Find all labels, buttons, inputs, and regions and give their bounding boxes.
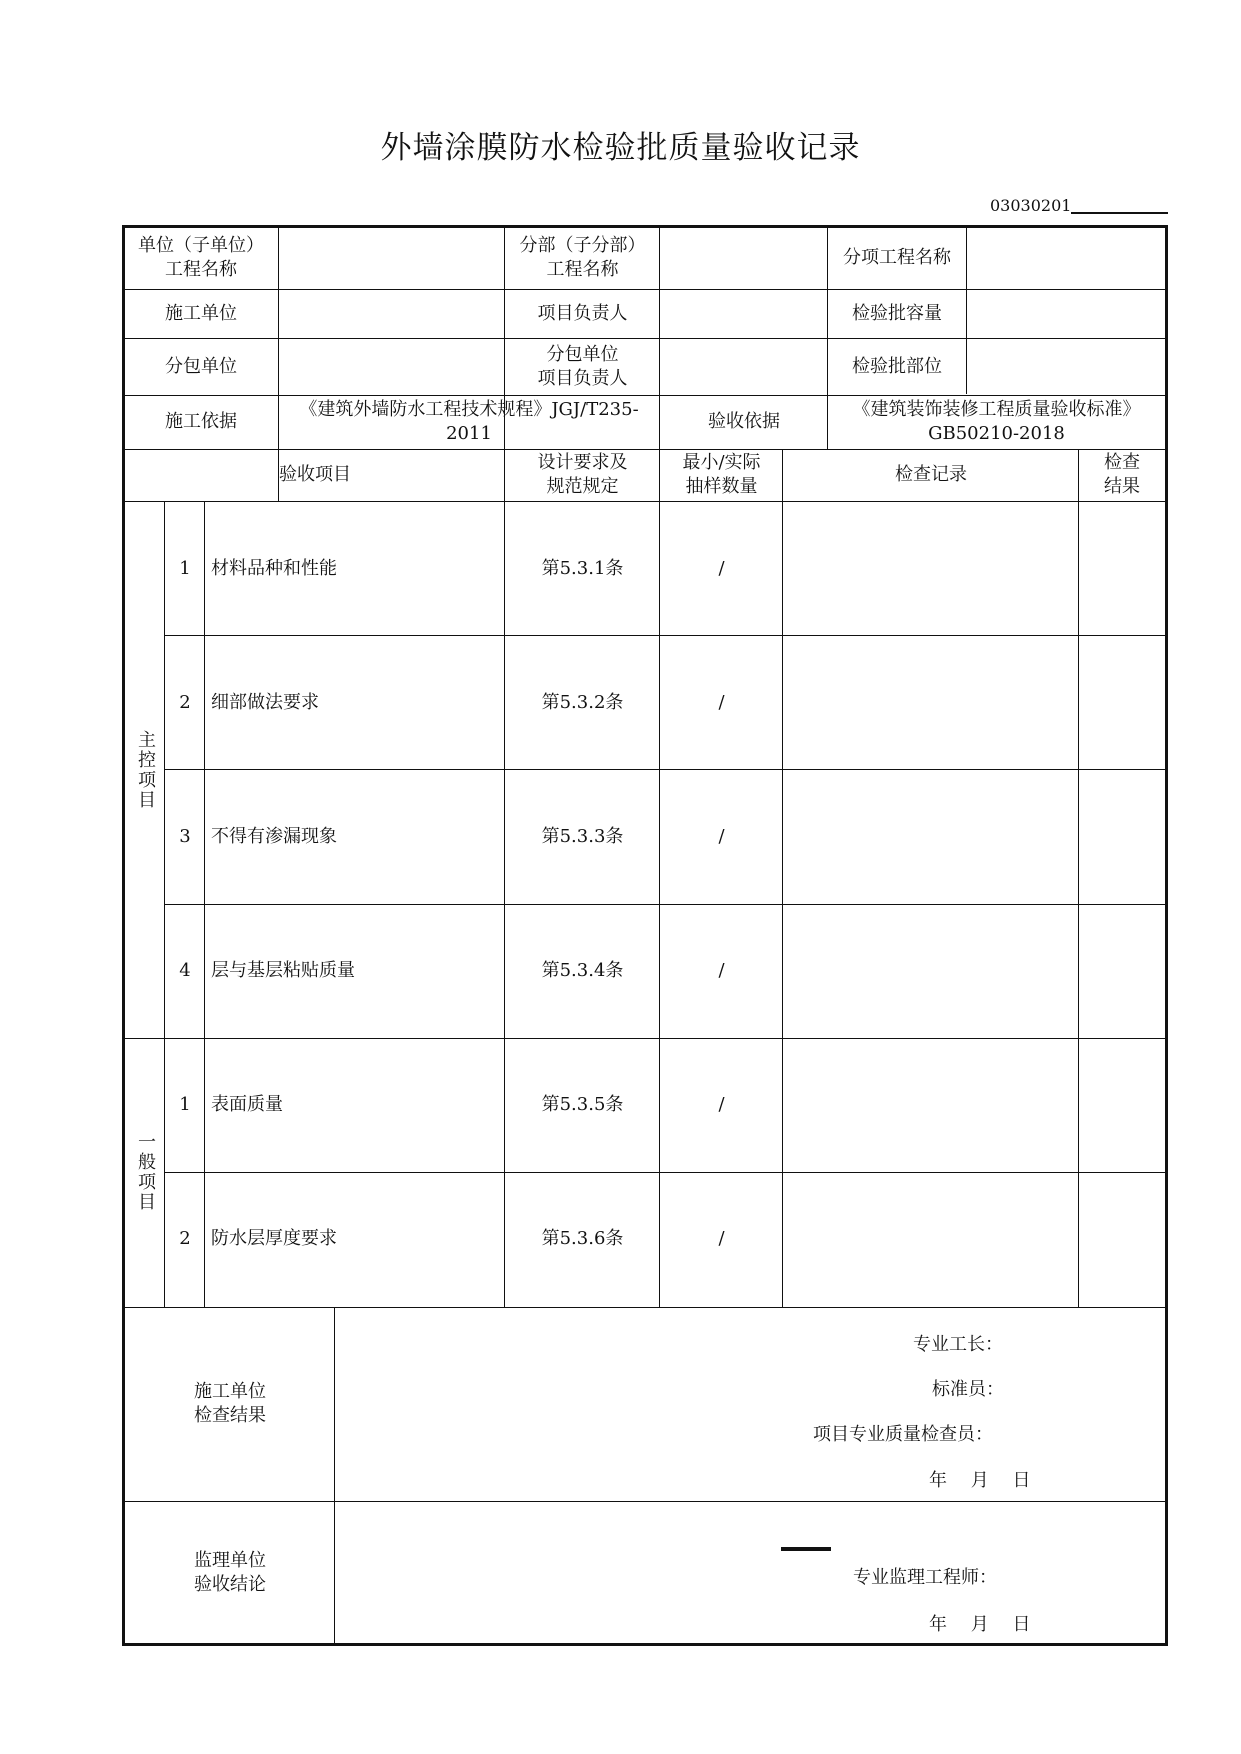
item-record[interactable] [783, 636, 1079, 770]
item-clause: 第5.3.3条 [541, 826, 624, 847]
signature-mark [781, 1547, 831, 1551]
batch-capacity-value[interactable] [966, 290, 1165, 337]
page-title: 外墙涂膜防水检验批质量验收记录 [380, 130, 861, 166]
sub-project-value[interactable] [660, 228, 828, 288]
item-sample: / [718, 826, 725, 847]
v-line [1078, 450, 1079, 1308]
h-line [124, 289, 1166, 290]
v-line [782, 450, 783, 1308]
item-number: 1 [179, 558, 191, 579]
v-line [504, 226, 505, 1308]
contractor-value[interactable] [279, 290, 505, 337]
unit-project-label: 单位（子单位） 工程名称 [138, 235, 264, 280]
subcontractor-label: 分包单位 [165, 355, 237, 377]
project-manager-value[interactable] [660, 290, 828, 337]
item-record[interactable] [783, 502, 1079, 636]
h-line [164, 1172, 1166, 1173]
foreman-label: 专业工长： [913, 1334, 1003, 1355]
item-name: 层与基层粘贴质量 [211, 960, 355, 981]
v-line [827, 226, 828, 450]
supervisor-engineer-label: 专业监理工程师： [853, 1567, 997, 1588]
item-result[interactable] [1079, 904, 1165, 1038]
unit-project-value[interactable] [279, 228, 505, 288]
h-line [164, 769, 1166, 770]
sub-manager-value[interactable] [660, 339, 828, 394]
item-clause: 第5.3.1条 [541, 558, 624, 579]
contractor-label: 施工单位 [165, 302, 237, 324]
item-name: 防水层厚度要求 [211, 1228, 337, 1249]
supervisor-date: 年 月 日 [929, 1614, 1031, 1635]
item-project-value[interactable] [966, 228, 1165, 288]
sub-project-label: 分部（子分部） 工程名称 [519, 235, 646, 280]
item-sample: / [718, 692, 725, 713]
contractor-check-label: 施工单位 检查结果 [194, 1381, 266, 1426]
item-number: 2 [179, 1228, 191, 1249]
v-line [204, 502, 205, 1308]
item-number: 1 [179, 1094, 191, 1115]
item-name: 细部做法要求 [211, 692, 319, 713]
item-number: 2 [179, 692, 191, 713]
sub-manager-label: 分包单位 项目负责人 [537, 343, 628, 389]
project-manager-label: 项目负责人 [537, 302, 628, 324]
h-line [164, 904, 1166, 905]
item-name: 表面质量 [211, 1094, 283, 1115]
v-line [278, 226, 279, 502]
h-line [124, 1038, 1166, 1039]
item-clause: 第5.3.5条 [541, 1094, 624, 1115]
main-group-label: 主控项目 [135, 730, 156, 810]
item-result[interactable] [1079, 770, 1165, 904]
column-design: 设计要求及 规范规定 [537, 452, 628, 497]
item-sample: / [718, 1228, 725, 1249]
batch-location-label: 检验批部位 [852, 355, 942, 377]
item-record[interactable] [783, 1038, 1079, 1172]
item-clause: 第5.3.4条 [541, 960, 624, 981]
item-result[interactable] [1079, 1172, 1165, 1306]
item-result[interactable] [1079, 502, 1165, 636]
batch-capacity-label: 检验批容量 [852, 302, 942, 324]
h-line [124, 1501, 1166, 1502]
construction-basis-value: 《建筑外墙防水工程技术规程》JGJ/T235-2011 [299, 399, 639, 444]
construction-basis-label: 施工依据 [165, 411, 237, 432]
h-line [124, 501, 1166, 502]
acceptance-basis-value: 《建筑装饰装修工程质量验收标准》GB50210-2018 [852, 399, 1141, 444]
item-sample: / [718, 960, 725, 981]
form-code-underline [1071, 212, 1168, 214]
v-line [966, 226, 967, 394]
item-name: 材料品种和性能 [211, 558, 337, 579]
h-line [124, 395, 1166, 396]
item-record[interactable] [783, 1172, 1079, 1306]
acceptance-basis-label: 验收依据 [708, 411, 780, 432]
contractor-date: 年 月 日 [929, 1470, 1031, 1491]
column-result: 检查 结果 [1104, 452, 1140, 497]
item-record[interactable] [783, 770, 1079, 904]
v-line [659, 226, 660, 1308]
standard-officer-label: 标准员： [932, 1379, 1004, 1400]
quality-inspector-label: 项目专业质量检查员： [813, 1424, 993, 1445]
subcontractor-value[interactable] [279, 339, 505, 394]
item-name: 不得有渗漏现象 [211, 826, 337, 847]
form-code: 03030201 [990, 196, 1072, 215]
h-line [124, 1307, 1166, 1308]
h-line [124, 338, 1166, 339]
item-clause: 第5.3.6条 [541, 1228, 624, 1249]
column-record: 检查记录 [895, 464, 967, 485]
item-sample: / [718, 558, 725, 579]
item-sample: / [718, 1094, 725, 1115]
item-result[interactable] [1079, 1038, 1165, 1172]
column-sample: 最小/实际 抽样数量 [682, 452, 761, 497]
item-number: 4 [179, 960, 191, 981]
v-line [334, 1307, 335, 1645]
item-result[interactable] [1079, 636, 1165, 770]
column-item: 验收项目 [279, 464, 351, 485]
item-project-label: 分项工程名称 [843, 247, 951, 268]
item-clause: 第5.3.2条 [541, 692, 624, 713]
item-number: 3 [179, 826, 191, 847]
general-group-label: 一般项目 [135, 1132, 156, 1212]
v-line [164, 502, 165, 1308]
h-line [124, 449, 1166, 450]
item-record[interactable] [783, 904, 1079, 1038]
batch-location-value[interactable] [966, 339, 1165, 394]
supervisor-check-label: 监理单位 验收结论 [194, 1549, 266, 1595]
h-line [164, 635, 1166, 636]
